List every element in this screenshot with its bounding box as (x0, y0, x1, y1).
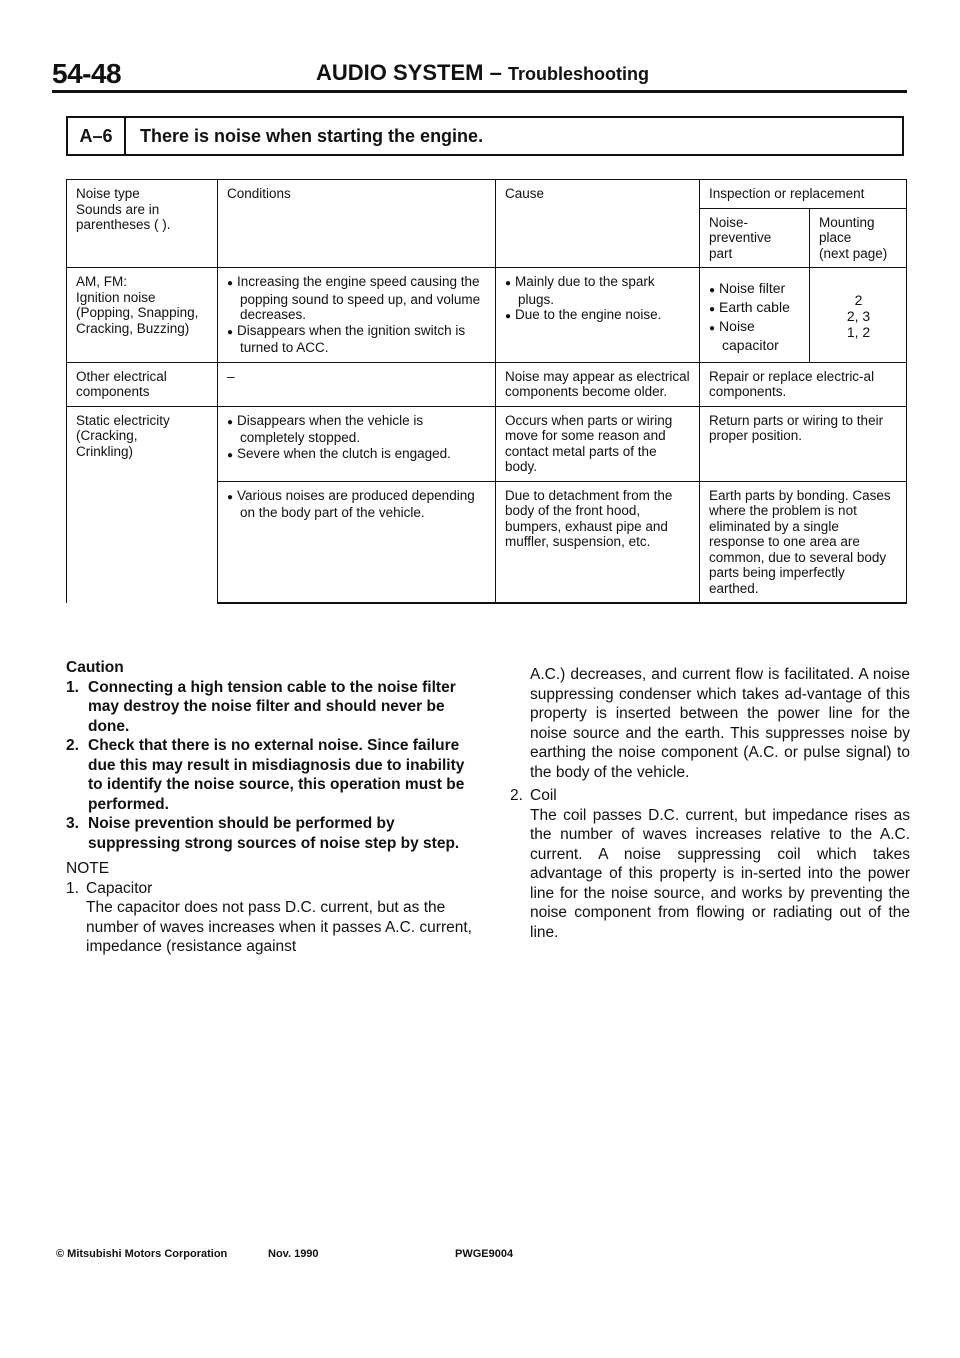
note-item-coil: 2. Coil The coil passes D.C. current, but impedance rises as the number of waves increases relative to the A.C. current. A noise suppressing coil which takes advantage of this property is in-serted into the power line for the noise source, and works by preventing the noise component from flowing or radiating out of the line. (510, 787, 910, 941)
header-part: Noise- preventive part (700, 208, 810, 268)
cell-noise-type: Other electrical components (67, 362, 218, 406)
note-item-text: The capacitor does not pass D.C. current, but as the number of waves increases when it passes A.C. current, impedance (resistance against (86, 899, 472, 955)
header-cause: Cause (496, 180, 700, 268)
cell-inspection: Earth parts by bonding. Cases where the problem is not eliminated by a single response to one area are common, due to several body parts being imperfectly earthed. (700, 481, 907, 603)
footer-copyright: © Mitsubishi Motors Corporation (56, 1248, 228, 1260)
left-column (66, 658, 474, 957)
list-item: 1. Connecting a high tension cable to the noise filter may destroy the noise filter and should never be done. (66, 678, 456, 735)
footer-date: Nov. 1990 (268, 1248, 319, 1260)
heading-dash: – (489, 60, 502, 85)
note-item-text: The coil passes D.C. current, but impedance rises as the number of waves increases relative to the A.C. current. A noise suppressing coil which takes advantage of this property is in-serted into the power line for the noise source, and works by preventing the noise component from flowing or radiating out of the line. (530, 806, 910, 941)
note-title: NOTE (66, 860, 110, 877)
cell-parts (700, 268, 810, 363)
section-title: AUDIO SYSTEM (316, 60, 484, 85)
caution-list (66, 678, 474, 854)
cell-inspection: Repair or replace electric-al components. (700, 362, 907, 406)
cell-inspection: Return parts or wiring to their proper position. (700, 406, 907, 481)
list-item: ● Noise capacitor (709, 318, 801, 353)
table-row (67, 268, 907, 363)
header-mounting: Mounting place (next page) (810, 208, 907, 268)
list-item: ● Mainly due to the spark plugs. (505, 274, 691, 307)
cell-conditions: – (218, 362, 496, 406)
right-column (510, 665, 910, 942)
note-item-text-continued: A.C.) decreases, and current flow is facilitated. A noise suppressing condenser which takes ad-vantage of this property is inserted between the power line for the noise source and the earth. This suppresses noise by earthing the noise component (A.C. or pulse signal) to the body of the vehicle. (530, 666, 910, 781)
cell-cause: Occurs when parts or wiring move for some reason and contact metal parts of the body. (496, 406, 700, 481)
list-item: ● Various noises are produced depending on the body part of the vehicle. (227, 488, 487, 521)
list-item: ● Increasing the engine speed causing the popping sound to speed up, and volume decreases. (227, 274, 487, 323)
symptom-code: A–6 (68, 118, 126, 154)
caution-title: Caution (66, 659, 124, 676)
note-item-title: Coil (530, 787, 557, 804)
page-heading (316, 60, 649, 86)
cell-conditions (218, 481, 496, 603)
table-row (67, 362, 907, 406)
list-item: ● Severe when the clutch is engaged. (227, 446, 487, 464)
symptom-title: There is noise when starting the engine. (140, 125, 484, 146)
cell-mounting: 2 2, 3 1, 2 (810, 268, 907, 363)
list-item: ● Disappears when the vehicle is completely stopped. (227, 413, 487, 446)
list-item: ● Disappears when the ignition switch is turned to ACC. (227, 323, 487, 356)
footer-code: PWGE9004 (455, 1248, 514, 1260)
troubleshooting-table (66, 179, 907, 604)
list-item: ● Earth cable (709, 299, 801, 318)
cell-noise-type: Static electricity (Cracking, Crinkling) (67, 406, 218, 603)
cell-conditions (218, 406, 496, 481)
header-noise-type: Noise type Sounds are in parentheses ( ). (67, 180, 218, 268)
note-item-capacitor: 1. Capacitor The capacitor does not pass D.C. current, but as the number of waves increases when it passes A.C. current, impedance (resistance against (66, 879, 474, 957)
header-inspection: Inspection or replacement (700, 180, 907, 209)
note-item-title: Capacitor (86, 879, 153, 897)
list-item: 2. Check that there is no external noise. Since failure due this may result in misdiagnosis due to inability to identify the noise source, this operation must be performed. (66, 737, 465, 813)
cell-cause (496, 268, 700, 363)
table-header-row (67, 180, 907, 209)
list-item: 3. Noise prevention should be performed by suppressing strong sources of noise step by step. (66, 815, 460, 852)
cell-conditions (218, 268, 496, 363)
page-number: 54-48 (52, 58, 122, 89)
header-rule (52, 90, 907, 93)
header-conditions: Conditions (218, 180, 496, 268)
list-item: ● Due to the engine noise. (505, 307, 691, 325)
cell-cause: Due to detachment from the body of the front hood, bumpers, exhaust pipe and muffler, suspension, etc. (496, 481, 700, 603)
symptom-banner (66, 116, 904, 156)
table-row (67, 406, 907, 481)
cell-cause: Noise may appear as electrical components become older. (496, 362, 700, 406)
cell-noise-type: AM, FM: Ignition noise (Popping, Snapping, Cracking, Buzzing) (67, 268, 218, 363)
subsection-title: Troubleshooting (507, 64, 649, 84)
list-item: ● Noise filter (709, 280, 801, 299)
